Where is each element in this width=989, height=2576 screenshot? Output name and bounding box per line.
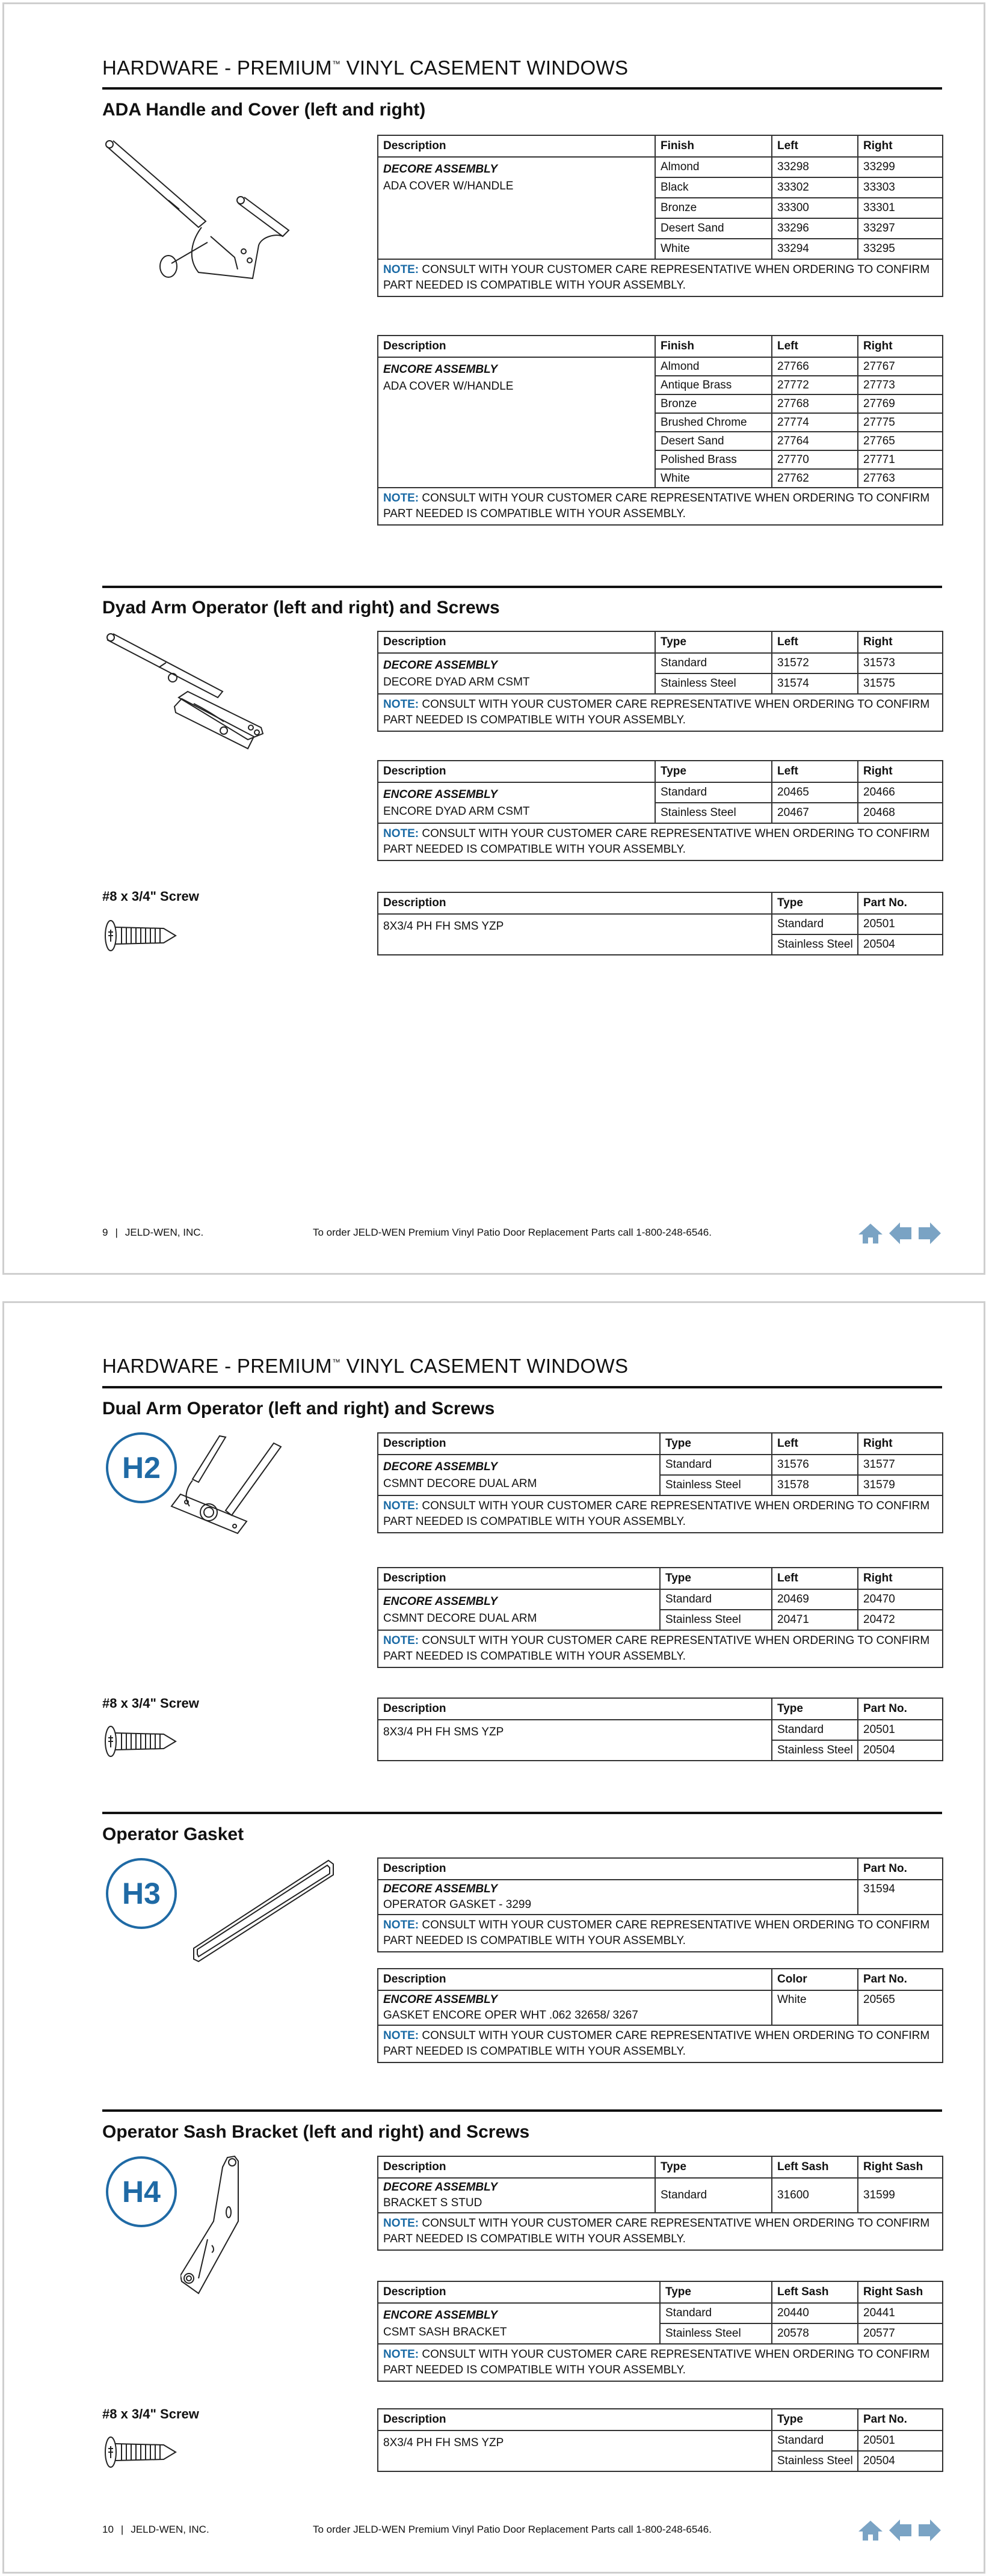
- table-header-row: [378, 1969, 943, 1990]
- right-sash-cell: 31599: [858, 2178, 943, 2213]
- table-header-row: [378, 135, 943, 157]
- note-row: [378, 259, 943, 296]
- header-description: Description: [378, 1858, 858, 1880]
- gasket-encore-table: [377, 1968, 943, 2063]
- screw-label: #8 x 3/4" Screw: [102, 2406, 199, 2421]
- note-text: CONSULT WITH YOUR CUSTOMER CARE REPRESENTATIVE WHEN ORDERING TO CONFIRM PART NEEDED IS COMPATIBLE WITH YOUR ASSEMBLY.: [383, 1634, 930, 1663]
- page-number: 10: [102, 2524, 114, 2535]
- header-description: Description: [378, 1698, 772, 1720]
- part-description: ADA COVER W/HANDLE: [383, 380, 514, 393]
- left-part-cell: 27770: [772, 450, 858, 469]
- finish-cell: Bronze: [655, 198, 772, 218]
- footer-separator: |: [120, 2524, 124, 2535]
- header-right: Right: [858, 631, 943, 653]
- description-cell: 8X3/4 PH FH SMS YZP: [378, 1720, 772, 1761]
- table-row: [378, 1990, 943, 2025]
- note-label: NOTE:: [383, 2217, 419, 2230]
- assembly-name: DECORE ASSEMBLY: [383, 659, 498, 672]
- table-header-row: [378, 1858, 943, 1880]
- left-part-cell: 27766: [772, 357, 858, 376]
- type-cell: Standard: [655, 782, 772, 803]
- section-title-ada-handle: ADA Handle and Cover (left and right): [102, 100, 426, 120]
- note-text: CONSULT WITH YOUR CUSTOMER CARE REPRESENTATIVE WHEN ORDERING TO CONFIRM PART NEEDED IS COMPATIBLE WITH YOUR ASSEMBLY.: [383, 492, 930, 520]
- operator-gasket-illustration: [191, 1858, 336, 1964]
- left-part-cell: 20465: [772, 782, 858, 803]
- table-row: [378, 782, 943, 803]
- right-part-cell: 33295: [858, 239, 943, 259]
- finish-cell: Bronze: [655, 394, 772, 413]
- type-cell: Stainless Steel: [655, 803, 772, 823]
- note-cell: [378, 488, 943, 525]
- header-type: Type: [772, 1698, 858, 1720]
- assembly-name: ENCORE ASSEMBLY: [383, 1595, 498, 1608]
- screw-icon: [103, 919, 182, 952]
- header-finish: Finish: [655, 336, 772, 357]
- arrow-right-icon[interactable]: [918, 1222, 941, 1244]
- note-label: NOTE:: [383, 1500, 419, 1512]
- finish-cell: Almond: [655, 357, 772, 376]
- table-row: [378, 1720, 943, 1740]
- table-header-row: [378, 761, 943, 782]
- home-icon[interactable]: [858, 1222, 883, 1244]
- arrow-left-icon[interactable]: [889, 1222, 912, 1244]
- dyad-decore-table: [377, 631, 943, 732]
- note-cell: [378, 1630, 943, 1667]
- finish-cell: Black: [655, 177, 772, 198]
- ada-handle-illustration: [102, 137, 307, 281]
- left-sash-cell: 20578: [772, 2323, 858, 2344]
- part-description: CSMNT DECORE DUAL ARM: [383, 1477, 537, 1490]
- assembly-name: ENCORE ASSEMBLY: [383, 1993, 498, 2006]
- part-no-cell: 20501: [858, 2430, 943, 2451]
- left-part-cell: 31574: [772, 673, 858, 694]
- company-name: JELD-WEN, INC.: [131, 2524, 209, 2535]
- type-cell: Stainless Steel: [660, 2323, 772, 2344]
- section-rule: [102, 586, 942, 588]
- header-description: Description: [378, 892, 772, 914]
- ada-decore-table: [377, 135, 943, 297]
- right-part-cell: 20472: [858, 1610, 943, 1630]
- part-no-cell: 20504: [858, 934, 943, 955]
- home-icon[interactable]: [858, 2519, 883, 2541]
- document-title: HARDWARE - PREMIUM™ VINYL CASEMENT WINDOWS: [102, 57, 629, 79]
- assembly-name: DECORE ASSEMBLY: [383, 2181, 498, 2194]
- header-right: Right: [858, 1568, 943, 1589]
- description-cell: [378, 1455, 660, 1495]
- note-label: NOTE:: [383, 1634, 419, 1647]
- section-title-sash-bracket: Operator Sash Bracket (left and right) and Screws: [102, 2122, 530, 2142]
- page-navigation: [858, 2519, 941, 2541]
- header-description: Description: [378, 1969, 772, 1990]
- left-part-cell: 31576: [772, 1455, 858, 1475]
- header-part-no: Part No.: [858, 892, 943, 914]
- dyad-arm-illustration: [103, 631, 278, 752]
- note-row: [378, 1495, 943, 1533]
- note-row: [378, 2344, 943, 2381]
- header-part-no: Part No.: [858, 1969, 943, 1990]
- dyad-screw-table: [377, 892, 943, 955]
- header-type: Type: [655, 631, 772, 653]
- part-description: BRACKET S STUD: [383, 2197, 482, 2209]
- part-no-cell: 20504: [858, 1740, 943, 1761]
- right-sash-cell: 20577: [858, 2323, 943, 2344]
- note-label: NOTE:: [383, 1919, 419, 1931]
- company-name: JELD-WEN, INC.: [125, 1227, 204, 1238]
- type-cell: Standard: [772, 2430, 858, 2451]
- header-right-sash: Right Sash: [858, 2281, 943, 2303]
- table-row: [378, 2430, 943, 2451]
- table-header-row: [378, 2281, 943, 2303]
- footer-separator: |: [115, 1227, 118, 1238]
- table-header-row: [378, 2409, 943, 2430]
- description-cell: [378, 1589, 660, 1630]
- header-description: Description: [378, 1568, 660, 1589]
- note-text: CONSULT WITH YOUR CUSTOMER CARE REPRESENTATIVE WHEN ORDERING TO CONFIRM PART NEEDED IS COMPATIBLE WITH YOUR ASSEMBLY.: [383, 1500, 930, 1528]
- screw-label: #8 x 3/4" Screw: [102, 889, 199, 904]
- right-part-cell: 31577: [858, 1455, 943, 1475]
- description-cell: 8X3/4 PH FH SMS YZP: [378, 914, 772, 955]
- note-row: [378, 1915, 943, 1952]
- dual-arm-encore-table: [377, 1567, 943, 1668]
- left-part-cell: 33302: [772, 177, 858, 198]
- table-header-row: [378, 631, 943, 653]
- part-description: GASKET ENCORE OPER WHT .062 32658/ 3267: [383, 2009, 638, 2022]
- table-row: [378, 357, 943, 376]
- left-part-cell: 20471: [772, 1610, 858, 1630]
- header-left: Left: [772, 135, 858, 157]
- header-type: Type: [655, 2156, 772, 2178]
- arrow-right-icon[interactable]: [918, 2519, 941, 2541]
- right-part-cell: 27763: [858, 469, 943, 488]
- description-cell: [378, 653, 655, 694]
- table-row: [378, 1880, 943, 1915]
- header-left-sash: Left Sash: [772, 2156, 858, 2178]
- note-row: [378, 694, 943, 731]
- screw-icon: [103, 1725, 182, 1758]
- type-cell: Standard: [660, 2303, 772, 2323]
- color-cell: White: [772, 1990, 858, 2025]
- note-row: [378, 823, 943, 860]
- screw-label: #8 x 3/4" Screw: [102, 1696, 199, 1711]
- description-cell: [378, 157, 655, 259]
- table-row: [378, 914, 943, 934]
- header-rule: [102, 1386, 942, 1388]
- table-row: [378, 157, 943, 177]
- finish-cell: Antique Brass: [655, 376, 772, 394]
- left-part-cell: 20467: [772, 803, 858, 823]
- left-part-cell: 27774: [772, 413, 858, 432]
- note-cell: [378, 2344, 943, 2381]
- header-description: Description: [378, 761, 655, 782]
- header-right: Right: [858, 1433, 943, 1455]
- header-description: Description: [378, 2281, 660, 2303]
- note-label: NOTE:: [383, 2348, 419, 2361]
- footer-order-text: To order JELD-WEN Premium Vinyl Patio Door Replacement Parts call 1-800-248-6546.: [313, 1227, 712, 1238]
- header-left: Left: [772, 336, 858, 357]
- header-left: Left: [772, 631, 858, 653]
- header-part-no: Part No.: [858, 1858, 943, 1880]
- right-part-cell: 27773: [858, 376, 943, 394]
- left-part-cell: 33300: [772, 198, 858, 218]
- part-description: ENCORE DYAD ARM CSMT: [383, 805, 530, 818]
- sash-bracket-illustration: [180, 2155, 253, 2299]
- section-rule: [102, 1812, 942, 1814]
- table-header-row: [378, 336, 943, 357]
- assembly-name: DECORE ASSEMBLY: [383, 1461, 498, 1473]
- right-part-cell: 27765: [858, 432, 943, 450]
- right-part-cell: 20468: [858, 803, 943, 823]
- sash-bracket-encore-table: [377, 2281, 943, 2382]
- description-cell: [378, 2178, 655, 2213]
- part-no-cell: 20501: [858, 1720, 943, 1740]
- type-cell: Standard: [660, 1589, 772, 1610]
- left-part-cell: 27762: [772, 469, 858, 488]
- note-cell: [378, 2213, 943, 2250]
- right-part-cell: 33303: [858, 177, 943, 198]
- part-description: CSMNT DECORE DUAL ARM: [383, 1612, 537, 1625]
- assembly-name: ENCORE ASSEMBLY: [383, 363, 498, 376]
- table-header-row: [378, 2156, 943, 2178]
- header-type: Type: [772, 892, 858, 914]
- note-text: CONSULT WITH YOUR CUSTOMER CARE REPRESENTATIVE WHEN ORDERING TO CONFIRM PART NEEDED IS COMPATIBLE WITH YOUR ASSEMBLY.: [383, 1919, 930, 1947]
- part-description: DECORE DYAD ARM CSMT: [383, 676, 530, 688]
- note-cell: [378, 2025, 943, 2062]
- note-cell: [378, 694, 943, 731]
- section-title-dyad-arm: Dyad Arm Operator (left and right) and Screws: [102, 598, 500, 618]
- header-description: Description: [378, 2156, 655, 2178]
- right-part-cell: 27771: [858, 450, 943, 469]
- note-text: CONSULT WITH YOUR CUSTOMER CARE REPRESENTATIVE WHEN ORDERING TO CONFIRM PART NEEDED IS COMPATIBLE WITH YOUR ASSEMBLY.: [383, 2029, 930, 2058]
- right-part-cell: 31573: [858, 653, 943, 673]
- section-rule: [102, 2109, 942, 2112]
- header-finish: Finish: [655, 135, 772, 157]
- description-cell: [378, 1880, 858, 1915]
- arrow-left-icon[interactable]: [889, 2519, 912, 2541]
- part-no-cell: 20504: [858, 2451, 943, 2471]
- header-right: Right: [858, 135, 943, 157]
- finish-cell: Almond: [655, 157, 772, 177]
- type-cell: Stainless Steel: [772, 1740, 858, 1761]
- assembly-name: DECORE ASSEMBLY: [383, 163, 498, 176]
- note-cell: [378, 1915, 943, 1952]
- header-left-sash: Left Sash: [772, 2281, 858, 2303]
- header-type: Type: [660, 1568, 772, 1589]
- table-header-row: [378, 1698, 943, 1720]
- left-part-cell: 31572: [772, 653, 858, 673]
- note-label: NOTE:: [383, 2029, 419, 2042]
- description-cell: [378, 357, 655, 488]
- header-type: Type: [660, 2281, 772, 2303]
- note-cell: [378, 1495, 943, 1533]
- right-part-cell: 20466: [858, 782, 943, 803]
- dyad-encore-table: [377, 760, 943, 861]
- note-row: [378, 1630, 943, 1667]
- note-text: CONSULT WITH YOUR CUSTOMER CARE REPRESENTATIVE WHEN ORDERING TO CONFIRM PART NEEDED IS COMPATIBLE WITH YOUR ASSEMBLY.: [383, 263, 930, 292]
- footer-page-info: [102, 1227, 203, 1239]
- table-header-row: [378, 892, 943, 914]
- type-cell: Standard: [655, 653, 772, 673]
- left-part-cell: 33298: [772, 157, 858, 177]
- type-cell: Standard: [772, 1720, 858, 1740]
- right-part-cell: 33299: [858, 157, 943, 177]
- table-header-row: [378, 1568, 943, 1589]
- left-part-cell: 27764: [772, 432, 858, 450]
- finish-cell: White: [655, 239, 772, 259]
- assembly-name: ENCORE ASSEMBLY: [383, 788, 498, 801]
- type-cell: Standard: [772, 914, 858, 934]
- right-part-cell: 20470: [858, 1589, 943, 1610]
- type-cell: Stainless Steel: [772, 934, 858, 955]
- right-part-cell: 27767: [858, 357, 943, 376]
- table-row: [378, 1455, 943, 1475]
- header-type: Type: [772, 2409, 858, 2430]
- note-text: CONSULT WITH YOUR CUSTOMER CARE REPRESENTATIVE WHEN ORDERING TO CONFIRM PART NEEDED IS COMPATIBLE WITH YOUR ASSEMBLY.: [383, 2348, 930, 2376]
- finish-cell: White: [655, 469, 772, 488]
- sash-bracket-screw-table: [377, 2408, 943, 2472]
- header-left: Left: [772, 1433, 858, 1455]
- left-part-cell: 33296: [772, 218, 858, 239]
- type-cell: Stainless Steel: [655, 673, 772, 694]
- gasket-decore-table: [377, 1857, 943, 1952]
- table-row: [378, 1589, 943, 1610]
- table-header-row: [378, 1433, 943, 1455]
- header-description: Description: [378, 336, 655, 357]
- note-text: CONSULT WITH YOUR CUSTOMER CARE REPRESENTATIVE WHEN ORDERING TO CONFIRM PART NEEDED IS COMPATIBLE WITH YOUR ASSEMBLY.: [383, 2217, 930, 2245]
- note-cell: [378, 259, 943, 296]
- right-part-cell: 31579: [858, 1475, 943, 1495]
- description-cell: [378, 2303, 660, 2344]
- left-part-cell: 20469: [772, 1589, 858, 1610]
- description-cell: [378, 782, 655, 823]
- note-text: CONSULT WITH YOUR CUSTOMER CARE REPRESENTATIVE WHEN ORDERING TO CONFIRM PART NEEDED IS COMPATIBLE WITH YOUR ASSEMBLY.: [383, 698, 930, 726]
- description-cell: 8X3/4 PH FH SMS YZP: [378, 2430, 772, 2471]
- sash-bracket-decore-table: [377, 2156, 943, 2251]
- part-no-cell: 20565: [858, 1990, 943, 2025]
- note-label: NOTE:: [383, 698, 419, 711]
- type-cell: Stainless Steel: [772, 2451, 858, 2471]
- dual-arm-illustration: [153, 1431, 298, 1539]
- note-cell: [378, 823, 943, 860]
- assembly-name: DECORE ASSEMBLY: [383, 1883, 498, 1895]
- note-label: NOTE:: [383, 827, 419, 840]
- description-cell: [378, 1990, 772, 2025]
- header-part-no: Part No.: [858, 2409, 943, 2430]
- header-description: Description: [378, 1433, 660, 1455]
- table-row: [378, 653, 943, 673]
- header-description: Description: [378, 2409, 772, 2430]
- part-description: OPERATOR GASKET - 3299: [383, 1898, 532, 1911]
- dual-arm-screw-table: [377, 1697, 943, 1761]
- left-sash-cell: 31600: [772, 2178, 858, 2213]
- dual-arm-decore-table: [377, 1432, 943, 1533]
- header-left: Left: [772, 761, 858, 782]
- part-description: ADA COVER W/HANDLE: [383, 180, 514, 192]
- badge-h4: H4: [106, 2156, 177, 2227]
- header-color: Color: [772, 1969, 858, 1990]
- left-sash-cell: 20440: [772, 2303, 858, 2323]
- part-description: CSMT SASH BRACKET: [383, 2326, 507, 2338]
- header-rule: [102, 87, 942, 90]
- right-part-cell: 27769: [858, 394, 943, 413]
- left-part-cell: 31578: [772, 1475, 858, 1495]
- badge-h2: H2: [106, 1432, 177, 1503]
- finish-cell: Desert Sand: [655, 432, 772, 450]
- page-navigation: [858, 1222, 941, 1244]
- header-description: Description: [378, 135, 655, 157]
- header-part-no: Part No.: [858, 1698, 943, 1720]
- section-title-operator-gasket: Operator Gasket: [102, 1824, 244, 1844]
- table-row: [378, 2178, 943, 2213]
- right-part-cell: 31575: [858, 673, 943, 694]
- note-text: CONSULT WITH YOUR CUSTOMER CARE REPRESENTATIVE WHEN ORDERING TO CONFIRM PART NEEDED IS COMPATIBLE WITH YOUR ASSEMBLY.: [383, 827, 930, 856]
- table-row: [378, 2303, 943, 2323]
- right-sash-cell: 20441: [858, 2303, 943, 2323]
- note-row: [378, 2213, 943, 2250]
- header-type: Type: [660, 1433, 772, 1455]
- note-label: NOTE:: [383, 263, 419, 276]
- type-cell: Standard: [660, 1455, 772, 1475]
- left-part-cell: 33294: [772, 239, 858, 259]
- type-cell: Standard: [655, 2178, 772, 2213]
- right-part-cell: 33301: [858, 198, 943, 218]
- page-number: 9: [102, 1227, 108, 1238]
- finish-cell: Brushed Chrome: [655, 413, 772, 432]
- finish-cell: Desert Sand: [655, 218, 772, 239]
- assembly-name: ENCORE ASSEMBLY: [383, 2309, 498, 2322]
- footer-page-info: [102, 2524, 209, 2536]
- part-no-cell: 31594: [858, 1880, 943, 1915]
- right-part-cell: 27775: [858, 413, 943, 432]
- type-cell: Stainless Steel: [660, 1610, 772, 1630]
- note-label: NOTE:: [383, 492, 419, 504]
- header-right: Right: [858, 336, 943, 357]
- type-cell: Stainless Steel: [660, 1475, 772, 1495]
- header-description: Description: [378, 631, 655, 653]
- right-part-cell: 33297: [858, 218, 943, 239]
- left-part-cell: 27772: [772, 376, 858, 394]
- ada-encore-table: [377, 335, 943, 526]
- part-no-cell: 20501: [858, 914, 943, 934]
- left-part-cell: 27768: [772, 394, 858, 413]
- finish-cell: Polished Brass: [655, 450, 772, 469]
- header-right-sash: Right Sash: [858, 2156, 943, 2178]
- note-row: [378, 488, 943, 525]
- section-title-dual-arm: Dual Arm Operator (left and right) and Screws: [102, 1399, 495, 1418]
- header-left: Left: [772, 1568, 858, 1589]
- footer-order-text: To order JELD-WEN Premium Vinyl Patio Door Replacement Parts call 1-800-248-6546.: [313, 2524, 712, 2535]
- note-row: [378, 2025, 943, 2062]
- screw-icon: [103, 2435, 182, 2469]
- badge-h3: H3: [106, 1858, 177, 1929]
- header-right: Right: [858, 761, 943, 782]
- header-type: Type: [655, 761, 772, 782]
- document-title: HARDWARE - PREMIUM™ VINYL CASEMENT WINDOWS: [102, 1355, 629, 1377]
